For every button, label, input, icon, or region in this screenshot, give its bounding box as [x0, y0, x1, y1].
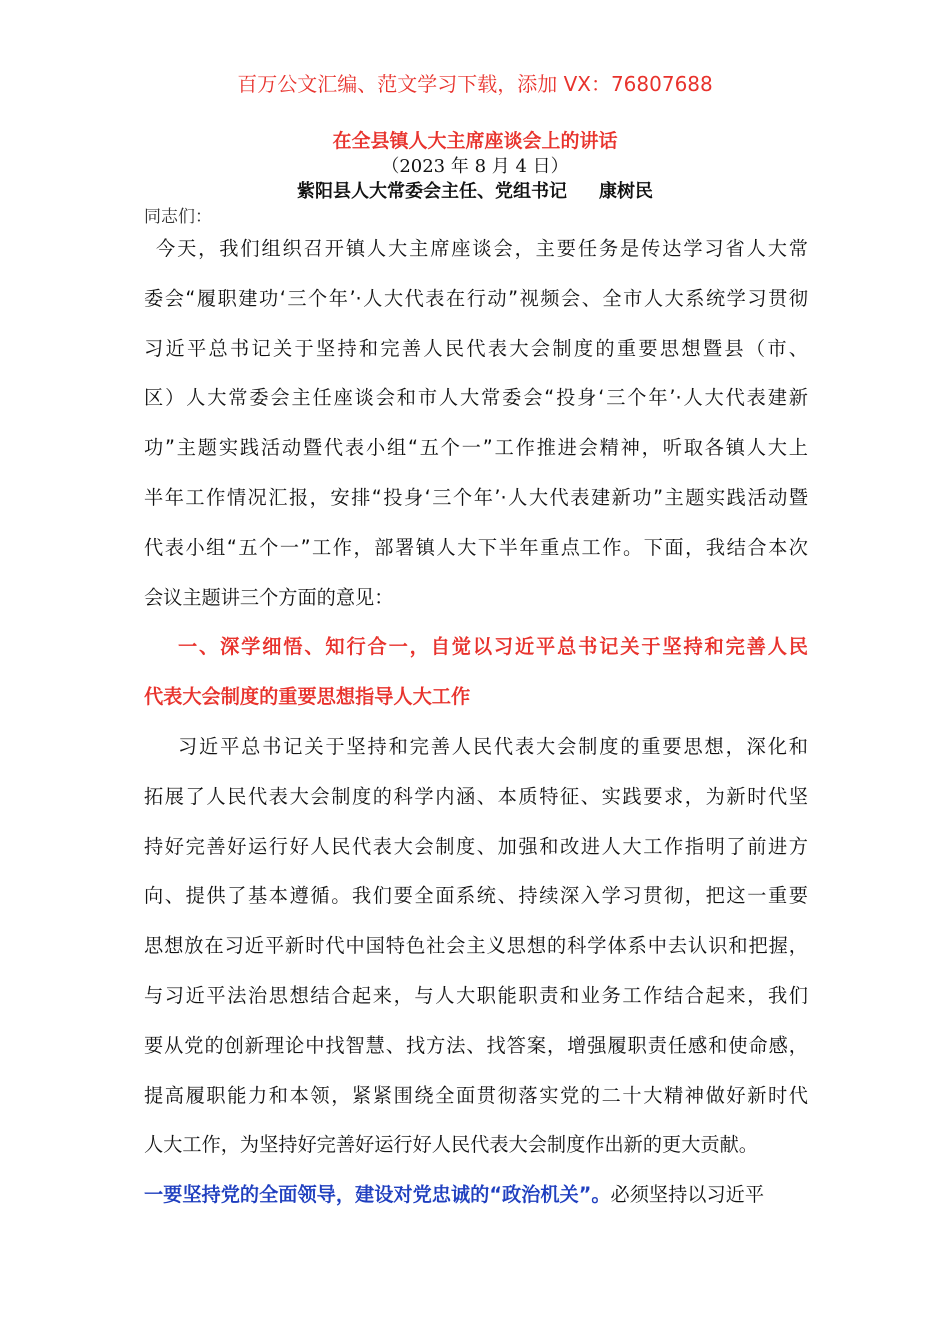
document-body: [144, 236, 808, 1232]
download-banner: 百万公文汇编、范文学习下载，添加 VX：76807688: [237, 72, 713, 96]
paragraph-line: 今天，我们组织召开镇人大主席座谈会，主要任务是传达学习省人大常: [156, 237, 808, 260]
paragraph-line: 会议主题讲三个方面的意见：: [144, 585, 394, 609]
section-heading-line: 一、深学细悟、知行合一，自觉以习近平总书记关于坚持和完善人民: [178, 635, 808, 659]
author-name: 康树民: [599, 181, 653, 202]
paragraph-line: 功”主题实践活动暨代表小组“五个一”工作推进会精神，听取各镇人大上: [144, 436, 808, 460]
paragraph-line: 拓展了人民代表大会制度的科学内涵、本质特征、实践要求，为新时代坚: [144, 784, 808, 808]
paragraph-line: 思想放在习近平新时代中国特色社会主义思想的科学体系中去认识和把握，: [144, 934, 808, 958]
document-title: 在全县镇人大主席座谈会上的讲话: [332, 130, 618, 152]
author-line: [0, 177, 950, 203]
point-line: [144, 1182, 808, 1232]
point-heading: 一要坚持党的全面领导，建设对党忠诚的“政治机关”。: [144, 1183, 611, 1207]
paragraph-line: 要从党的创新理论中找智慧、找方法、找答案，增强履职责任感和使命感，: [144, 1033, 808, 1057]
paragraph-line: 区）人大常委会主任座谈会和市人大常委会“投身‘三个年’·人大代表建新: [144, 386, 808, 410]
paragraph-line: 向、提供了基本遵循。我们要全面系统、持续深入学习贯彻，把这一重要: [144, 884, 808, 908]
greeting: 同志们：: [144, 207, 212, 227]
paragraph-line: 提高履职能力和本领，紧紧围绕全面贯彻落实党的二十大精神做好新时代: [144, 1083, 808, 1107]
paragraph-line: 人大工作，为坚持好完善好运行好人民代表大会制度作出新的更大贡献。: [144, 1133, 758, 1157]
document-date: （2023 年 8 月 4 日）: [381, 156, 569, 177]
author-position: 紫阳县人大常委会主任、党组书记: [297, 181, 567, 202]
paragraph-line: 习近平总书记关于坚持和完善人民代表大会制度的重要思想，深化和: [178, 734, 808, 758]
paragraph-line: 持好完善好运行好人民代表大会制度、加强和改进人大工作指明了前进方: [144, 834, 808, 858]
paragraph-line: 半年工作情况汇报，安排“投身‘三个年’·人大代表建新功”主题实践活动暨: [144, 485, 808, 509]
paragraph-line: 委会“履职建功‘三个年’·人大代表在行动”视频会、全市人大系统学习贯彻: [144, 286, 808, 310]
paragraph-line: 习近平总书记关于坚持和完善人民代表大会制度的重要思想暨县（市、: [144, 336, 808, 360]
point-text: 必须坚持以习近平: [610, 1183, 765, 1207]
paragraph-line: 代表小组“五个一”工作，部署镇人大下半年重点工作。下面，我结合本次: [144, 535, 808, 559]
paragraph-line: 与习近平法治思想结合起来，与人大职能职责和业务工作结合起来，我们: [144, 983, 808, 1007]
section-heading-line: 代表大会制度的重要思想指导人大工作: [144, 685, 471, 709]
